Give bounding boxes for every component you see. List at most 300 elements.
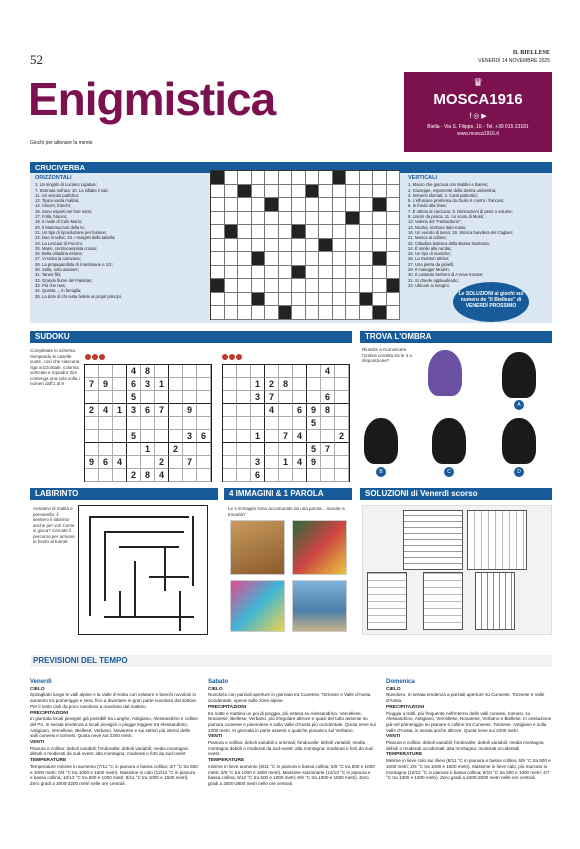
crossword-cell[interactable]	[333, 239, 347, 253]
shadow-a[interactable]	[502, 352, 536, 398]
sudoku-cell[interactable]: 4	[99, 404, 113, 417]
sudoku-cell[interactable]	[113, 417, 127, 430]
crossword-cell[interactable]	[387, 212, 401, 226]
sudoku-cell[interactable]	[223, 417, 237, 430]
crossword-cell[interactable]	[238, 171, 252, 185]
sudoku-grid-1[interactable]	[84, 364, 212, 482]
sudoku-cell[interactable]: 4	[293, 430, 307, 443]
sudoku-cell[interactable]	[293, 469, 307, 482]
sudoku-cell[interactable]: 7	[85, 378, 99, 391]
crossword-cell[interactable]	[360, 185, 374, 199]
sudoku-cell[interactable]	[127, 456, 141, 469]
sudoku-cell[interactable]	[183, 378, 197, 391]
crossword-cell[interactable]	[373, 293, 387, 307]
sudoku-cell[interactable]	[279, 469, 293, 482]
sudoku-cell[interactable]	[237, 391, 251, 404]
sudoku-cell[interactable]	[335, 365, 349, 378]
sudoku-cell[interactable]: 4	[155, 469, 169, 482]
crossword-cell[interactable]	[360, 306, 374, 320]
sudoku-cell[interactable]	[237, 443, 251, 456]
sudoku-cell[interactable]	[251, 365, 265, 378]
sudoku-cell[interactable]	[141, 430, 155, 443]
sudoku-cell[interactable]: 5	[307, 417, 321, 430]
sudoku-cell[interactable]: 8	[279, 378, 293, 391]
sudoku-cell[interactable]: 4	[293, 456, 307, 469]
sudoku-cell[interactable]	[321, 417, 335, 430]
crossword-cell[interactable]	[211, 212, 225, 226]
crossword-cell[interactable]	[319, 185, 333, 199]
crossword-cell[interactable]	[252, 306, 266, 320]
sudoku-cell[interactable]	[237, 365, 251, 378]
crossword-cell[interactable]	[252, 252, 266, 266]
sudoku-cell[interactable]	[99, 417, 113, 430]
crossword-cell[interactable]	[238, 279, 252, 293]
crossword-cell[interactable]	[292, 225, 306, 239]
crossword-cell[interactable]	[265, 252, 279, 266]
sudoku-cell[interactable]	[293, 391, 307, 404]
crossword-cell[interactable]	[292, 212, 306, 226]
sudoku-cell[interactable]: 6	[127, 378, 141, 391]
crossword-cell[interactable]	[211, 239, 225, 253]
crossword-cell[interactable]	[346, 239, 360, 253]
crossword-cell[interactable]	[225, 252, 239, 266]
sudoku-cell[interactable]	[321, 430, 335, 443]
crossword-cell[interactable]	[279, 279, 293, 293]
crossword-cell[interactable]	[225, 293, 239, 307]
sudoku-cell[interactable]	[141, 456, 155, 469]
sudoku-cell[interactable]: 6	[251, 469, 265, 482]
crossword-cell[interactable]	[387, 185, 401, 199]
crossword-cell[interactable]	[306, 185, 320, 199]
crossword-cell[interactable]	[238, 198, 252, 212]
crossword-cell[interactable]	[360, 212, 374, 226]
sudoku-cell[interactable]: 8	[141, 469, 155, 482]
crossword-cell[interactable]	[279, 198, 293, 212]
crossword-cell[interactable]	[225, 171, 239, 185]
sudoku-cell[interactable]	[307, 430, 321, 443]
sudoku-cell[interactable]	[169, 430, 183, 443]
crossword-cell[interactable]	[279, 266, 293, 280]
sudoku-cell[interactable]: 9	[183, 404, 197, 417]
sudoku-cell[interactable]: 3	[251, 391, 265, 404]
crossword-cell[interactable]	[387, 266, 401, 280]
sudoku-cell[interactable]	[197, 404, 211, 417]
sudoku-cell[interactable]	[223, 430, 237, 443]
sudoku-cell[interactable]	[321, 378, 335, 391]
crossword-cell[interactable]	[333, 212, 347, 226]
sudoku-cell[interactable]	[335, 469, 349, 482]
sudoku-cell[interactable]: 2	[85, 404, 99, 417]
sudoku-cell[interactable]	[113, 365, 127, 378]
crossword-cell[interactable]	[292, 266, 306, 280]
sudoku-cell[interactable]	[293, 378, 307, 391]
sudoku-cell[interactable]	[293, 443, 307, 456]
crossword-cell[interactable]	[225, 239, 239, 253]
crossword-cell[interactable]	[238, 306, 252, 320]
crossword-cell[interactable]	[279, 212, 293, 226]
crossword-cell[interactable]	[252, 212, 266, 226]
crossword-cell[interactable]	[252, 279, 266, 293]
sudoku-cell[interactable]	[113, 469, 127, 482]
crossword-cell[interactable]	[211, 306, 225, 320]
sudoku-cell[interactable]: 5	[127, 430, 141, 443]
crossword-cell[interactable]	[333, 171, 347, 185]
sudoku-cell[interactable]	[183, 391, 197, 404]
sudoku-cell[interactable]	[113, 378, 127, 391]
crossword-cell[interactable]	[265, 185, 279, 199]
sudoku-cell[interactable]: 6	[141, 404, 155, 417]
crossword-cell[interactable]	[279, 306, 293, 320]
sudoku-cell[interactable]: 8	[141, 365, 155, 378]
sudoku-cell[interactable]	[197, 365, 211, 378]
crossword-cell[interactable]	[211, 171, 225, 185]
crossword-cell[interactable]	[333, 279, 347, 293]
sudoku-cell[interactable]	[85, 365, 99, 378]
crossword-cell[interactable]	[387, 198, 401, 212]
sudoku-cell[interactable]	[169, 404, 183, 417]
crossword-cell[interactable]	[252, 198, 266, 212]
crossword-cell[interactable]	[279, 252, 293, 266]
crossword-cell[interactable]	[211, 252, 225, 266]
crossword-cell[interactable]	[319, 293, 333, 307]
crossword-cell[interactable]	[360, 252, 374, 266]
crossword-cell[interactable]	[279, 239, 293, 253]
crossword-cell[interactable]	[252, 293, 266, 307]
crossword-cell[interactable]	[373, 279, 387, 293]
crossword-cell[interactable]	[225, 225, 239, 239]
crossword-cell[interactable]	[292, 279, 306, 293]
sudoku-cell[interactable]	[99, 365, 113, 378]
crossword-cell[interactable]	[346, 306, 360, 320]
sudoku-cell[interactable]: 7	[265, 391, 279, 404]
sudoku-cell[interactable]	[335, 456, 349, 469]
sudoku-cell[interactable]	[223, 404, 237, 417]
sudoku-cell[interactable]	[279, 417, 293, 430]
sudoku-cell[interactable]: 2	[169, 443, 183, 456]
sudoku-cell[interactable]	[155, 417, 169, 430]
sudoku-cell[interactable]	[99, 469, 113, 482]
crossword-cell[interactable]	[319, 252, 333, 266]
crossword-cell[interactable]	[265, 306, 279, 320]
sudoku-cell[interactable]: 4	[265, 404, 279, 417]
crossword-cell[interactable]	[346, 279, 360, 293]
crossword-cell[interactable]	[360, 198, 374, 212]
sudoku-cell[interactable]: 7	[321, 443, 335, 456]
sudoku-cell[interactable]: 7	[183, 456, 197, 469]
sudoku-cell[interactable]	[197, 391, 211, 404]
sudoku-cell[interactable]: 3	[141, 378, 155, 391]
crossword-cell[interactable]	[360, 279, 374, 293]
sudoku-cell[interactable]	[183, 365, 197, 378]
crossword-cell[interactable]	[319, 279, 333, 293]
sudoku-cell[interactable]: 2	[265, 378, 279, 391]
sudoku-cell[interactable]	[223, 443, 237, 456]
crossword-cell[interactable]	[360, 266, 374, 280]
sudoku-cell[interactable]: 6	[197, 430, 211, 443]
sudoku-cell[interactable]	[335, 391, 349, 404]
crossword-cell[interactable]	[292, 239, 306, 253]
crossword-cell[interactable]	[373, 252, 387, 266]
sudoku-cell[interactable]	[223, 469, 237, 482]
sudoku-cell[interactable]: 9	[307, 404, 321, 417]
sudoku-cell[interactable]	[321, 469, 335, 482]
crossword-cell[interactable]	[225, 212, 239, 226]
crossword-cell[interactable]	[279, 293, 293, 307]
shadow-d[interactable]	[502, 418, 536, 464]
crossword-cell[interactable]	[265, 239, 279, 253]
crossword-cell[interactable]	[265, 279, 279, 293]
sudoku-cell[interactable]	[183, 417, 197, 430]
crossword-cell[interactable]	[373, 212, 387, 226]
sudoku-cell[interactable]	[335, 378, 349, 391]
sudoku-cell[interactable]	[279, 404, 293, 417]
sudoku-cell[interactable]	[293, 417, 307, 430]
sudoku-cell[interactable]: 1	[141, 443, 155, 456]
crossword-cell[interactable]	[292, 185, 306, 199]
crossword-cell[interactable]	[238, 266, 252, 280]
sudoku-cell[interactable]: 3	[251, 456, 265, 469]
sudoku-cell[interactable]	[237, 456, 251, 469]
sudoku-cell[interactable]	[293, 365, 307, 378]
crossword-cell[interactable]	[319, 171, 333, 185]
crossword-cell[interactable]	[265, 198, 279, 212]
crossword-cell[interactable]	[333, 293, 347, 307]
sudoku-cell[interactable]	[265, 456, 279, 469]
crossword-cell[interactable]	[373, 266, 387, 280]
crossword-cell[interactable]	[346, 225, 360, 239]
sudoku-cell[interactable]	[99, 443, 113, 456]
crossword-cell[interactable]	[211, 266, 225, 280]
crossword-cell[interactable]	[252, 266, 266, 280]
crossword-cell[interactable]	[319, 198, 333, 212]
crossword-cell[interactable]	[346, 171, 360, 185]
sudoku-cell[interactable]	[223, 378, 237, 391]
sudoku-cell[interactable]	[265, 469, 279, 482]
crossword-cell[interactable]	[319, 306, 333, 320]
crossword-cell[interactable]	[211, 185, 225, 199]
crossword-cell[interactable]	[265, 171, 279, 185]
crossword-cell[interactable]	[333, 266, 347, 280]
crossword-cell[interactable]	[279, 185, 293, 199]
crossword-cell[interactable]	[265, 212, 279, 226]
sudoku-cell[interactable]: 6	[321, 391, 335, 404]
sudoku-cell[interactable]	[155, 365, 169, 378]
sudoku-cell[interactable]	[197, 469, 211, 482]
sudoku-cell[interactable]	[237, 378, 251, 391]
shadow-c[interactable]	[432, 418, 466, 464]
crossword-cell[interactable]	[292, 306, 306, 320]
sudoku-cell[interactable]	[223, 391, 237, 404]
sudoku-cell[interactable]	[169, 469, 183, 482]
crossword-cell[interactable]	[265, 225, 279, 239]
sudoku-cell[interactable]: 5	[307, 443, 321, 456]
crossword-cell[interactable]	[319, 212, 333, 226]
crossword-cell[interactable]	[252, 239, 266, 253]
crossword-cell[interactable]	[211, 293, 225, 307]
crossword-cell[interactable]	[360, 171, 374, 185]
sudoku-cell[interactable]	[279, 365, 293, 378]
crossword-cell[interactable]	[279, 225, 293, 239]
crossword-cell[interactable]	[387, 225, 401, 239]
crossword-cell[interactable]	[306, 293, 320, 307]
crossword-cell[interactable]	[373, 239, 387, 253]
sudoku-cell[interactable]	[307, 391, 321, 404]
sudoku-cell[interactable]	[265, 430, 279, 443]
sudoku-cell[interactable]: 1	[251, 430, 265, 443]
crossword-cell[interactable]	[306, 212, 320, 226]
crossword-cell[interactable]	[279, 171, 293, 185]
crossword-cell[interactable]	[265, 293, 279, 307]
sudoku-cell[interactable]	[251, 404, 265, 417]
crossword-cell[interactable]	[225, 306, 239, 320]
crossword-cell[interactable]	[306, 306, 320, 320]
crossword-cell[interactable]	[333, 252, 347, 266]
sudoku-cell[interactable]	[141, 417, 155, 430]
crossword-cell[interactable]	[306, 198, 320, 212]
shadow-b[interactable]	[364, 418, 398, 464]
crossword-cell[interactable]	[211, 198, 225, 212]
sudoku-cell[interactable]	[237, 417, 251, 430]
sudoku-cell[interactable]: 7	[279, 430, 293, 443]
sudoku-cell[interactable]: 9	[307, 456, 321, 469]
sudoku-cell[interactable]: 4	[113, 456, 127, 469]
sudoku-cell[interactable]	[197, 378, 211, 391]
crossword-cell[interactable]	[306, 252, 320, 266]
crossword-cell[interactable]	[373, 171, 387, 185]
crossword-grid[interactable]	[210, 170, 400, 320]
sudoku-grid-2[interactable]	[222, 364, 350, 482]
sudoku-cell[interactable]	[265, 417, 279, 430]
crossword-cell[interactable]	[373, 306, 387, 320]
crossword-cell[interactable]	[292, 252, 306, 266]
crossword-cell[interactable]	[373, 225, 387, 239]
crossword-cell[interactable]	[333, 225, 347, 239]
labyrinth-maze[interactable]	[78, 505, 208, 635]
sudoku-cell[interactable]	[183, 469, 197, 482]
crossword-cell[interactable]	[225, 198, 239, 212]
sudoku-cell[interactable]	[127, 443, 141, 456]
crossword-cell[interactable]	[346, 212, 360, 226]
crossword-cell[interactable]	[211, 225, 225, 239]
sudoku-cell[interactable]	[307, 365, 321, 378]
sudoku-cell[interactable]	[169, 417, 183, 430]
crossword-cell[interactable]	[225, 266, 239, 280]
sudoku-cell[interactable]: 2	[335, 430, 349, 443]
sudoku-cell[interactable]	[279, 391, 293, 404]
sudoku-cell[interactable]	[335, 404, 349, 417]
sudoku-cell[interactable]	[265, 365, 279, 378]
sudoku-cell[interactable]	[279, 443, 293, 456]
crossword-cell[interactable]	[238, 293, 252, 307]
crossword-cell[interactable]	[265, 266, 279, 280]
crossword-cell[interactable]	[225, 185, 239, 199]
sudoku-cell[interactable]	[223, 365, 237, 378]
sudoku-cell[interactable]: 2	[127, 469, 141, 482]
sudoku-cell[interactable]	[113, 443, 127, 456]
sudoku-cell[interactable]	[85, 391, 99, 404]
sudoku-cell[interactable]	[85, 469, 99, 482]
crossword-cell[interactable]	[211, 279, 225, 293]
crossword-cell[interactable]	[238, 225, 252, 239]
crossword-cell[interactable]	[306, 171, 320, 185]
crossword-cell[interactable]	[387, 252, 401, 266]
crossword-cell[interactable]	[387, 293, 401, 307]
sudoku-cell[interactable]	[237, 430, 251, 443]
sudoku-cell[interactable]	[141, 391, 155, 404]
sudoku-cell[interactable]	[99, 430, 113, 443]
sudoku-cell[interactable]	[307, 469, 321, 482]
crossword-cell[interactable]	[387, 306, 401, 320]
sudoku-cell[interactable]: 9	[99, 378, 113, 391]
crossword-cell[interactable]	[319, 239, 333, 253]
crossword-cell[interactable]	[238, 252, 252, 266]
crossword-cell[interactable]	[333, 185, 347, 199]
crossword-cell[interactable]	[346, 266, 360, 280]
sudoku-cell[interactable]: 1	[113, 404, 127, 417]
crossword-cell[interactable]	[387, 239, 401, 253]
sudoku-cell[interactable]	[169, 365, 183, 378]
crossword-cell[interactable]	[360, 225, 374, 239]
sudoku-cell[interactable]	[169, 456, 183, 469]
sudoku-cell[interactable]	[197, 456, 211, 469]
sudoku-cell[interactable]: 1	[251, 378, 265, 391]
crossword-cell[interactable]	[306, 225, 320, 239]
sudoku-cell[interactable]	[307, 378, 321, 391]
sudoku-cell[interactable]	[155, 430, 169, 443]
sudoku-cell[interactable]	[155, 443, 169, 456]
crossword-cell[interactable]	[360, 239, 374, 253]
crossword-cell[interactable]	[333, 306, 347, 320]
sudoku-cell[interactable]	[237, 404, 251, 417]
crossword-cell[interactable]	[306, 279, 320, 293]
crossword-cell[interactable]	[360, 293, 374, 307]
sudoku-cell[interactable]	[183, 443, 197, 456]
crossword-cell[interactable]	[225, 279, 239, 293]
sudoku-cell[interactable]: 3	[183, 430, 197, 443]
crossword-cell[interactable]	[319, 225, 333, 239]
sudoku-cell[interactable]	[113, 430, 127, 443]
crossword-cell[interactable]	[346, 185, 360, 199]
sudoku-cell[interactable]	[251, 417, 265, 430]
sudoku-cell[interactable]	[197, 417, 211, 430]
sudoku-cell[interactable]	[197, 443, 211, 456]
crossword-cell[interactable]	[373, 185, 387, 199]
sudoku-cell[interactable]	[251, 443, 265, 456]
sudoku-cell[interactable]	[99, 391, 113, 404]
sudoku-cell[interactable]	[223, 456, 237, 469]
crossword-cell[interactable]	[292, 171, 306, 185]
sudoku-cell[interactable]	[127, 417, 141, 430]
sudoku-cell[interactable]: 6	[293, 404, 307, 417]
crossword-cell[interactable]	[346, 293, 360, 307]
sudoku-cell[interactable]	[169, 378, 183, 391]
sudoku-cell[interactable]: 1	[279, 456, 293, 469]
sudoku-cell[interactable]	[265, 443, 279, 456]
crossword-cell[interactable]	[252, 185, 266, 199]
crossword-cell[interactable]	[346, 198, 360, 212]
sudoku-cell[interactable]	[321, 456, 335, 469]
crossword-cell[interactable]	[238, 212, 252, 226]
crossword-cell[interactable]	[252, 171, 266, 185]
crossword-cell[interactable]	[238, 185, 252, 199]
crossword-cell[interactable]	[252, 225, 266, 239]
sudoku-cell[interactable]	[335, 417, 349, 430]
crossword-cell[interactable]	[387, 171, 401, 185]
sudoku-cell[interactable]	[113, 391, 127, 404]
crossword-cell[interactable]	[306, 239, 320, 253]
sudoku-cell[interactable]: 3	[127, 404, 141, 417]
crossword-cell[interactable]	[238, 239, 252, 253]
